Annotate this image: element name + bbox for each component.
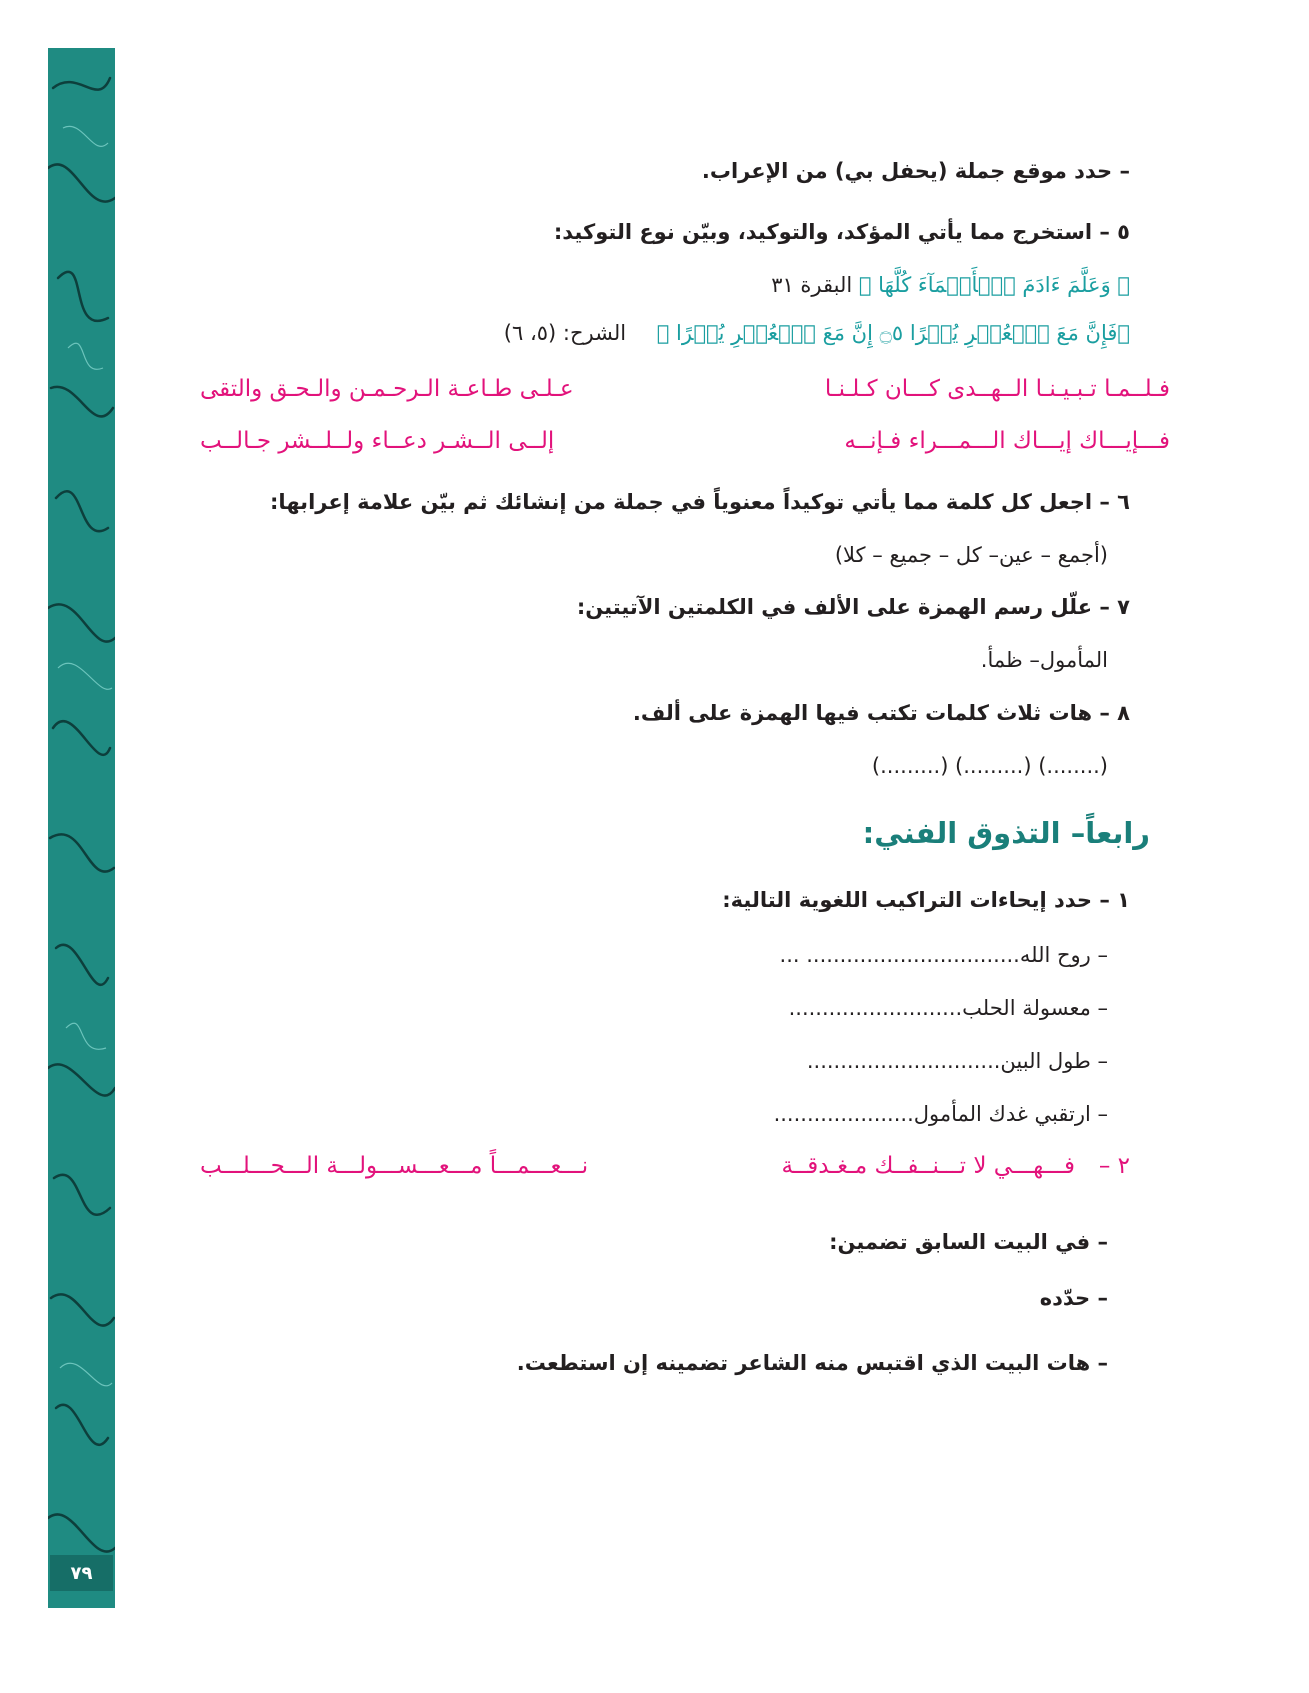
s4-item-1: – روح الله................................ ... bbox=[779, 943, 1108, 967]
decorative-side-band bbox=[48, 48, 115, 1608]
section-4-title: رابعاً– التذوق الفني: bbox=[862, 816, 1150, 850]
poem-line-1-left: عـلـى طـاعـة الـرحـمـن والـحـق والتقى bbox=[200, 376, 574, 402]
verse-1-ref: البقرة ٣١ bbox=[771, 273, 853, 297]
verse-2-ref: الشرح: (٥، ٦) bbox=[503, 321, 627, 345]
q7-title: ٧ – علّل رسم الهمزة على الألف في الكلمتين الآتيتين: bbox=[576, 595, 1130, 619]
q6-title: ٦ – اجعل كل كلمة مما يأتي توكيداً معنوياً في جملة من إنشائك ثم بيّن علامة إعرابها: bbox=[270, 490, 1130, 514]
q5-title: ٥ – استخرج مما يأتي المؤكد، والتوكيد، وبيّن نوع التوكيد: bbox=[553, 220, 1130, 244]
s4-q2-verse-left: نـــعـــمـــاً مـــعـــســـولـــة الـــحـــلـــب bbox=[200, 1153, 589, 1179]
band-pattern bbox=[48, 48, 115, 1608]
q8-blanks: (........) (.........) (.........) bbox=[871, 754, 1108, 778]
verse-1-text: ﴿ وَعَلَّمَ ءَادَمَ ٱلۡأَسۡمَآءَ كُلَّهَا ﴾ bbox=[858, 273, 1130, 297]
page-number: ٧٩ bbox=[50, 1555, 113, 1591]
poem-line-2-right: فـــإيـــاك إيـــاك الـــمـــراء فـإنــه bbox=[844, 428, 1170, 454]
verse-2-text: ﴿فَإِنَّ مَعَ ٱلۡعُسۡرِ يُسۡرًا ۝٥ إِنَّ مَعَ ٱلۡعُسۡرِ يُسۡرًا ﴾ bbox=[656, 321, 1130, 345]
page-content bbox=[200, 0, 1170, 1693]
q4-sub-question: – حدد موقع جملة (يحفل بي) من الإعراب. bbox=[701, 159, 1130, 183]
verse-2 bbox=[504, 318, 1130, 348]
q6-words: (أجمع – عين– كل – جميع – كلا) bbox=[834, 543, 1108, 567]
s4-q2-item-2: – حدّده bbox=[1039, 1286, 1108, 1310]
q7-words: المأمول– ظمأ. bbox=[980, 648, 1108, 672]
verse-1 bbox=[771, 270, 1130, 300]
s4-q1-title: ١ – حدد إيحاءات التراكيب اللغوية التالية: bbox=[722, 888, 1130, 912]
q8-title: ٨ – هات ثلاث كلمات تكتب فيها الهمزة على ألف. bbox=[632, 701, 1130, 725]
s4-q2-item-3: – هات البيت الذي اقتبس منه الشاعر تضمينه إن استطعت. bbox=[516, 1351, 1108, 1375]
poem-line-2-left: إلــى الــشـر دعــاء ولــلــشر جـالــب bbox=[200, 428, 555, 454]
poem-line-1-right: فـلــمـا تـبـيـنـا الــهــدى كـــان كـلـنـا bbox=[824, 376, 1170, 402]
s4-item-4: – ارتقبي غدك المأمول..................... bbox=[773, 1102, 1108, 1126]
s4-q2-number: ٢ – bbox=[1098, 1153, 1130, 1179]
s4-q2-item-1: – في البيت السابق تضمين: bbox=[829, 1230, 1108, 1254]
s4-q2-verse-right: فـــهـــي لا تـــنــفــك مـغـدقــة bbox=[781, 1153, 1075, 1179]
s4-item-3: – طول البين............................. bbox=[806, 1049, 1108, 1073]
s4-item-2: – معسولة الحلب.......................... bbox=[788, 996, 1108, 1020]
